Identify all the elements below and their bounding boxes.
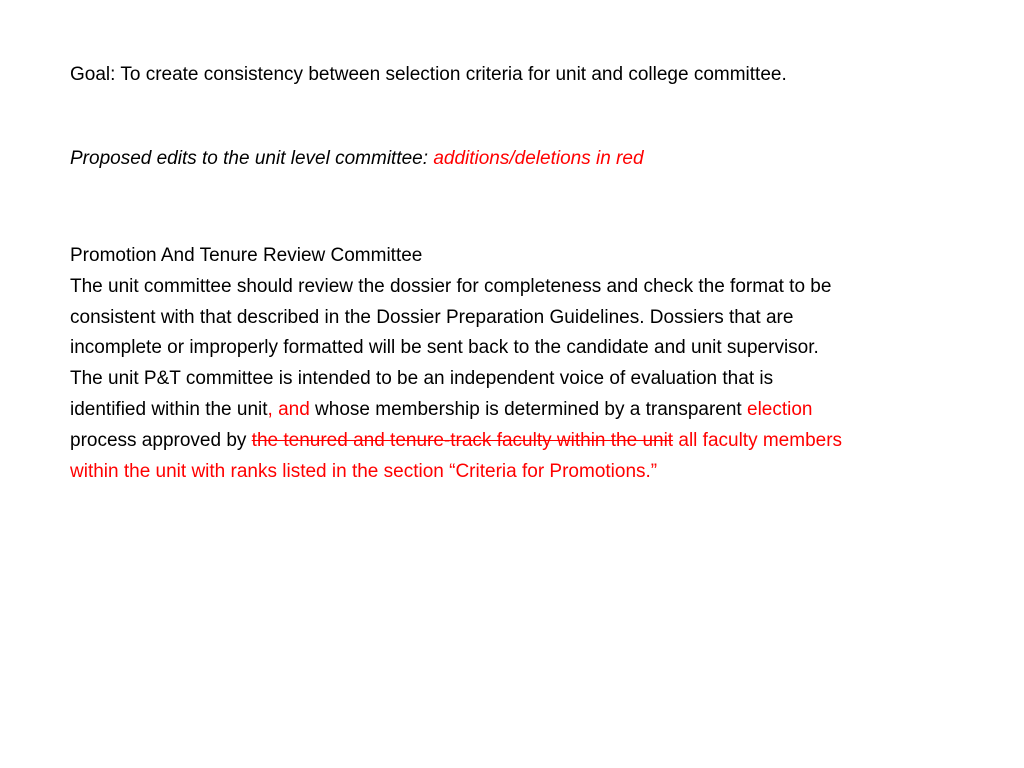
proposed-edits-line [70,142,890,176]
goal-statement: Goal: To create consistency between selection criteria for unit and college committee. [70,64,787,85]
paragraph-text-3: process approved by [70,429,252,451]
addition-election: election [747,398,813,420]
paragraph-text-2: whose membership is determined by a transparent [309,398,747,420]
deletion-tenured-faculty: the tenured and tenure-track faculty within the unit [251,429,674,451]
committee-section [70,241,850,487]
proposed-edits-legend: additions/deletions in red [433,148,644,169]
section-title: Promotion And Tenure Review Committee [70,245,423,266]
proposed-edits-prefix: Proposed edits to the unit level committee: [70,148,434,169]
addition-and: , and [267,398,310,420]
addition-all-faculty: all faculty members within the unit with ranks listed in the section “Criteria for Promotions.” [70,429,843,482]
committee-paragraph [70,272,850,488]
goal-text [70,58,890,92]
paragraph-text-1: The unit committee should review the dossier for completeness and check the format to be consistent with that described in the Dossier Preparation Guidelines. Dossiers that are incomplete or improperly formatted will be sent back to the candidate and unit supervisor. The unit P&T committee is intended to be an independent voice of evaluation that is identified within the unit [70,275,832,420]
